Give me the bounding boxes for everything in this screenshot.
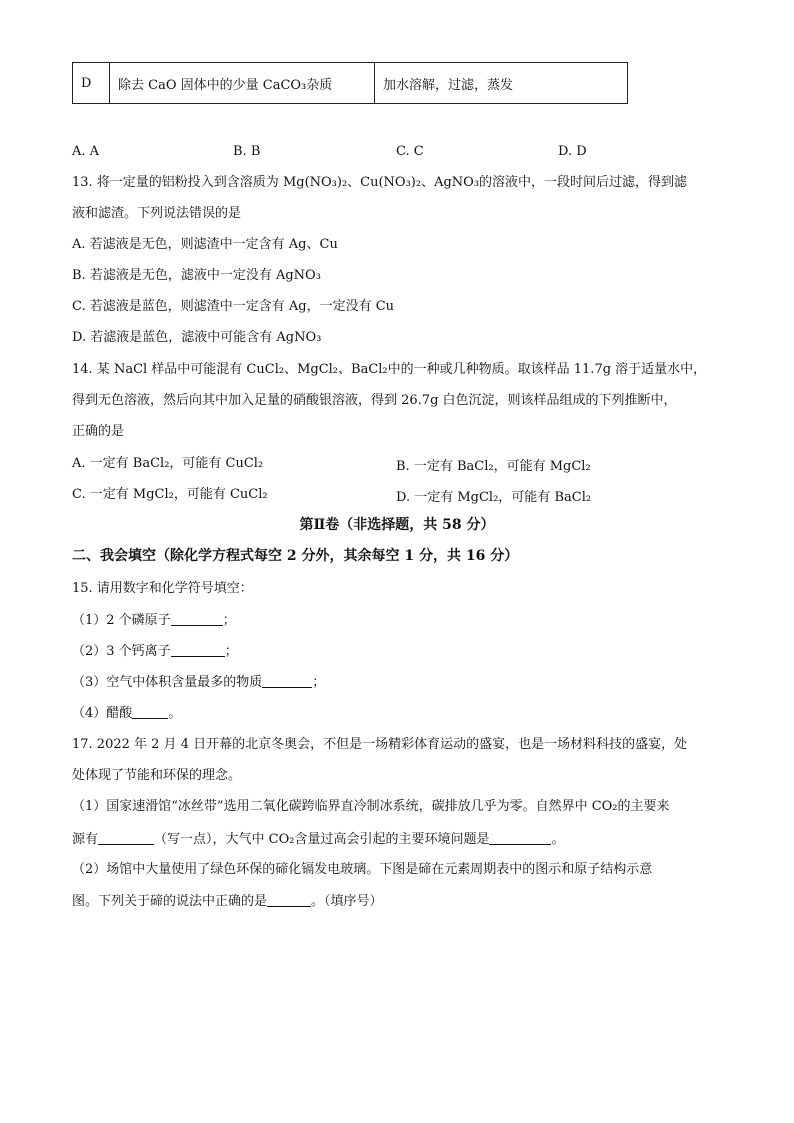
- q17-part2-text-b: 。（填序号）: [311, 894, 383, 909]
- q15-item-2: [72, 642, 238, 661]
- q12-choices: [72, 144, 632, 162]
- q17-blank-1[interactable]: [98, 830, 154, 845]
- q15-stem: 15. 请用数字和化学符号填空：: [72, 581, 253, 596]
- q15-end: 。: [168, 706, 182, 721]
- table-row: [73, 63, 628, 104]
- q13-option-b: B. 若滤液是无色，滤液中一定没有 AgNO₃: [72, 268, 321, 283]
- q17-part2-line2: [72, 892, 383, 911]
- q15-blank-4[interactable]: [132, 704, 168, 719]
- q17-part2-line1: （2）场馆中大量使用了绿色环保的碲化镉发电玻璃。下图是碲在元素周期表中的图示和原子结构示意: [72, 862, 653, 877]
- q14-stem-line2: 得到无色溶液，然后向其中加入足量的硝酸银溶液，得到 26.7g 白色沉淀，则该样品组成的下列推断中，: [72, 393, 677, 408]
- q13-option-a: A. 若滤液是无色，则滤渣中一定含有 Ag、Cu: [72, 237, 338, 252]
- q17-stem-line1: 17. 2022 年 2 月 4 日开幕的北京冬奥会，不但是一场精彩体育运动的盛宴，也是一场材料科技的盛宴，处: [72, 737, 688, 752]
- q15-item-2-text: （2）3 个钙离子: [72, 644, 171, 659]
- q15-item-3-text: （3）空气中体积含量最多的物质: [72, 675, 263, 690]
- q14-option-a: A. 一定有 BaCl₂，可能有 CuCl₂: [72, 456, 264, 471]
- q13-stem-line2: 液和滤渣。下列说法错误的是: [72, 206, 242, 221]
- q17-part1-line1: （1）国家速滑馆“冰丝带”选用二氧化碳跨临界直冷制冰系统，碳排放几乎为零。自然界中 CO₂的主要来: [72, 799, 670, 814]
- q17-blank-3[interactable]: [267, 892, 311, 907]
- q15-item-1: [72, 611, 236, 630]
- q13-stem-line1: 13. 将一定量的铝粉投入到含溶质为 Mg(NO₃)₂、Cu(NO₃)₂、AgNO₃的溶液中，一段时间后过滤，得到滤: [72, 175, 688, 190]
- q15-sep-3: ；: [312, 675, 326, 690]
- q14-option-d: D. 一定有 MgCl₂，可能有 BaCl₂: [396, 490, 592, 505]
- q15-blank-3[interactable]: [262, 673, 312, 688]
- q17-stem-line2: 处体现了节能和环保的理念。: [72, 768, 242, 783]
- q15-sep-2: ；: [224, 644, 238, 659]
- method-cell: 加水溶解，过滤，蒸发: [375, 63, 628, 104]
- q13-option-d: D. 若滤液是蓝色，滤液中可能含有 AgNO₃: [72, 330, 322, 345]
- q12-choice-d: D. D: [558, 144, 587, 159]
- q14-option-c: C. 一定有 MgCl₂，可能有 CuCl₂: [72, 487, 268, 502]
- q15-blank-2[interactable]: [171, 642, 225, 657]
- q15-item-4: [72, 704, 181, 723]
- q12-choice-c: C. C: [396, 144, 424, 159]
- q14-option-b: B. 一定有 BaCl₂，可能有 MgCl₂: [396, 459, 591, 474]
- purpose-cell: 除去 CaO 固体中的少量 CaCO₃杂质: [110, 63, 375, 104]
- q15-blank-1[interactable]: [171, 611, 223, 626]
- part2-title: 第Ⅱ卷（非选择题，共 58 分）: [299, 517, 495, 533]
- q14-stem-line3: 正确的是: [72, 424, 125, 439]
- q17-part1-text-b: （写一点），大气中 CO₂含量过高会引起的主要环境问题是: [154, 832, 490, 847]
- q15-item-3: [72, 673, 325, 692]
- q15-item-4-text: （4）醋酸: [72, 706, 133, 721]
- q17-part1-text-a: 源有: [72, 832, 99, 847]
- q17-part1-text-c: 。: [551, 832, 565, 847]
- q14-stem-line1: 14. 某 NaCl 样品中可能混有 CuCl₂、MgCl₂、BaCl₂中的一种或几种物质。取该样品 11.7g 溶于适量水中，: [72, 362, 707, 377]
- q15-item-1-text: （1）2 个磷原子: [72, 613, 171, 628]
- section2-title: 二、我会填空（除化学方程式每空 2 分外，其余每空 1 分，共 16 分）: [72, 548, 519, 564]
- q17-part1-line2: [72, 830, 564, 849]
- q13-option-c: C. 若滤液是蓝色，则滤渣中一定含有 Ag，一定没有 Cu: [72, 299, 395, 314]
- experiment-options-table: [72, 62, 628, 104]
- option-letter-cell: D: [73, 63, 110, 104]
- q15-sep-1: ；: [222, 613, 236, 628]
- q12-choice-b: B. B: [233, 144, 261, 159]
- q17-blank-2[interactable]: [489, 830, 551, 845]
- q12-choice-a: A. A: [72, 144, 100, 159]
- q17-part2-text-a: 图。下列关于碲的说法中正确的是: [72, 894, 268, 909]
